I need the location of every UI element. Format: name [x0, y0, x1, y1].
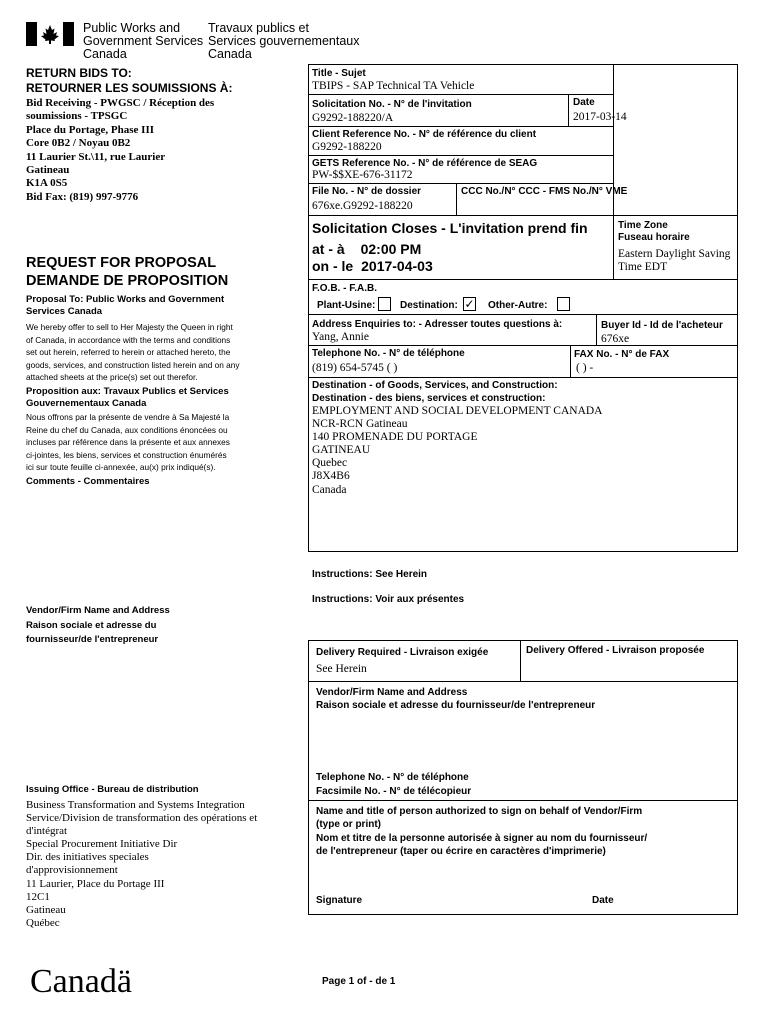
delivery-required-label: Delivery Required - Livraison exigée [316, 647, 489, 658]
auth-label-line: de l'entrepreneur (taper ou écrire en caractères d'imprimerie) [316, 846, 606, 858]
fob-label: F.O.B. - F.A.B. [312, 283, 377, 294]
issuing-office-line: Business Transformation and Systems Integration [26, 799, 245, 811]
destination-address-line: Canada [312, 483, 347, 496]
proposal-to-heading-line: Services Canada [26, 306, 103, 317]
issuing-office-line: 11 Laurier, Place du Portage III [26, 877, 165, 890]
vendor-firm-label [316, 686, 595, 712]
rfp-title [26, 254, 228, 290]
destination-goods-label [312, 380, 558, 405]
department-name-en [83, 22, 203, 61]
solicitation-no-value: G9292-188220/A [312, 112, 394, 124]
address-enquiries-value: Yang, Annie [312, 331, 369, 343]
divider [308, 800, 738, 801]
title-label: Title - Sujet [312, 68, 366, 79]
divider [520, 640, 521, 681]
destination-address [312, 405, 603, 497]
proposition-body-line: incluses par référence dans la présente et aux annexes [26, 437, 230, 447]
tz-value-line: Time EDT [618, 261, 668, 273]
address-line: Bid Receiving - PWGSC / Réception des [26, 97, 215, 109]
proposition-body-line: Reine du chef du Canada, aux conditions énoncées ou [26, 424, 228, 435]
divider [308, 215, 738, 216]
rfp-title-fr: DEMANDE DE PROPOSITION [26, 273, 229, 289]
vendor-fax-label: Facsimile No. - N° de télécopieur [316, 786, 472, 797]
solicitation-closes-title: Solicitation Closes - L'invitation prend fin [312, 220, 588, 236]
proposal-body-line: We hereby offer to sell to Her Majesty the Queen in right [26, 322, 233, 332]
address-enquiries-label: Address Enquiries to: - Adresser toutes questions à: [312, 319, 563, 330]
plant-label: Plant-Usine: [317, 300, 376, 311]
telephone-label: Telephone No. - N° de téléphone [312, 348, 465, 359]
issuing-office-line: Dir. des initiatives speciales [26, 851, 149, 864]
client-reference-label: Client Reference No. - N° de référence du client [312, 129, 537, 140]
tz-label-line: Fuseau horaire [618, 232, 690, 243]
divider [308, 314, 738, 315]
return-bids-title-fr: RETOURNER LES SOUMISSIONS À: [26, 81, 233, 95]
gets-reference-label: GETS Reference No. - N° de référence de SEAG [312, 158, 538, 169]
proposal-body-line: attached sheets at the price(s) set out therefor. [26, 372, 198, 382]
issuing-office-line: d'intégrat [26, 825, 68, 838]
divider [596, 314, 597, 345]
file-no-label: File No. - N° de dossier [312, 186, 422, 197]
destination-checkbox[interactable] [463, 297, 476, 311]
issuing-office-address [26, 799, 257, 930]
file-no-value: 676xe.G9292-188220 [312, 200, 413, 212]
proposition-aux-heading [26, 386, 229, 410]
department-name-fr [208, 22, 359, 61]
page-number: Page 1 of - de 1 [322, 976, 396, 987]
issuing-office-line: 12C1 [26, 890, 50, 903]
instructions-fr: Instructions: Voir aux présentes [312, 594, 465, 605]
return-bids-title-en: RETURN BIDS TO: [26, 66, 132, 80]
proposition-heading-line: Proposition aux: Travaux Publics et Services [26, 386, 229, 397]
fax-value: ( ) - [576, 362, 594, 374]
auth-label-line: Name and title of person authorized to sign on behalf of Vendor/Firm [316, 806, 643, 817]
vendor-left-line: fournisseur/de l'entrepreneur [26, 634, 159, 645]
address-line: Gatineau [26, 164, 70, 177]
divider [308, 279, 738, 280]
vendor-label-line: Vendor/Firm Name and Address [316, 687, 468, 698]
destination-address-line: NCR-RCN Gatineau [312, 418, 408, 431]
destination-address-line: Quebec [312, 457, 348, 470]
vendor-left-line: Raison sociale et adresse du [26, 619, 157, 631]
date-value: 2017-03-14 [573, 111, 627, 123]
destination-address-line: EMPLOYMENT AND SOCIAL DEVELOPMENT CANADA [312, 405, 603, 417]
dept-fr-line: Travaux publics et [208, 21, 309, 35]
issuing-office-line: Special Procurement Initiative Dir [26, 838, 178, 851]
closing-time [312, 241, 421, 257]
client-reference-value: G9292-188220 [312, 141, 382, 153]
return-bids-address [26, 97, 214, 204]
divider [308, 345, 738, 346]
proposal-to-heading-line: Proposal To: Public Works and Government [26, 294, 225, 305]
proposal-to-body [26, 321, 288, 384]
proposal-body-line: goods, services, and construction listed herein and on any [26, 359, 240, 370]
signature-date-label: Date [592, 895, 614, 906]
issuing-office-label: Issuing Office - Bureau de distribution [26, 784, 199, 795]
address-line: Bid Fax: (819) 997-9776 [26, 190, 139, 203]
auth-label-line: Nom et titre de la personne autorisée à signer au nom du fournisseur/ [316, 832, 648, 844]
telephone-value: (819) 654-5745 ( ) [312, 362, 398, 374]
vendor-firm-left-label [26, 604, 170, 648]
solicitation-no-label: Solicitation No. - N° de l'invitation [312, 99, 472, 110]
issuing-office-line: Service/Division de transformation des opérations et [26, 812, 258, 825]
signature-label: Signature [316, 895, 363, 906]
divider [568, 94, 569, 126]
vendor-label-line: Raison sociale et adresse du fournisseur/de l'entrepreneur [316, 700, 596, 711]
proposition-body-line: ici sur toute feuille ci-annexée, au(x) prix indiqué(s). [26, 462, 216, 472]
vendor-left-line: Vendor/Firm Name and Address [26, 605, 170, 616]
fax-label: FAX No. - N° de FAX [574, 349, 670, 360]
address-line: Place du Portage, Phase III [26, 123, 155, 136]
divider [308, 681, 738, 682]
plant-checkbox[interactable] [378, 297, 391, 311]
closing-time-value: 02:00 PM [360, 241, 422, 257]
destination-address-line: J8X4B6 [312, 470, 350, 483]
issuing-office-line: d'approvisionnement [26, 864, 118, 877]
divider [308, 183, 613, 184]
proposal-body-line: set out herein, referred to herein or attached hereto, the [26, 347, 231, 357]
proposition-body-line: ci-jointes, les biens, services et construction énumérés [26, 449, 227, 460]
destination-address-line: GATINEAU [312, 444, 371, 457]
other-label: Other-Autre: [488, 300, 548, 311]
return-bids-title [26, 66, 232, 96]
date-label: Date [573, 97, 595, 108]
dept-en-line: Canada [83, 47, 127, 61]
time-zone-label [618, 220, 690, 244]
destination-label: Destination: [400, 300, 458, 311]
title-value: TBIPS - SAP Technical TA Vehicle [312, 80, 475, 92]
divider [456, 183, 457, 215]
divider [613, 215, 614, 279]
dept-en-line: Government Services [83, 34, 204, 48]
on-label: on - le [312, 258, 354, 274]
divider [308, 377, 738, 378]
issuing-office-line: Gatineau [26, 903, 66, 916]
delivery-offered-label: Delivery Offered - Livraison proposée [526, 645, 705, 656]
proposal-body-line: of Canada, in accordance with the terms and conditions [26, 334, 231, 345]
destination-label-line: Destination - of Goods, Services, and Construction: [312, 380, 558, 391]
proposition-aux-body [26, 411, 288, 474]
checkmark-icon: ✓ [464, 297, 475, 311]
canada-flag-logo [26, 22, 74, 46]
dept-en-line: Public Works and [83, 21, 181, 35]
buyer-id-value: 676xe [601, 333, 630, 345]
proposal-to-heading [26, 294, 224, 318]
address-line: Core 0B2 / Noyau 0B2 [26, 137, 131, 150]
rfp-title-en: REQUEST FOR PROPOSAL [26, 255, 217, 271]
delivery-required-value: See Herein [316, 663, 367, 675]
vendor-telephone-label: Telephone No. - N° de téléphone [316, 772, 469, 783]
issuing-office-line: Québec [26, 916, 60, 929]
proposition-body-line: Nous offrons par la présente de vendre à Sa Majesté la [26, 412, 230, 422]
address-line: K1A 0S5 [26, 177, 68, 190]
divider [570, 345, 571, 377]
other-checkbox[interactable] [557, 297, 570, 311]
time-zone-value [618, 248, 730, 274]
dept-fr-line: Canada [208, 47, 252, 61]
canada-wordmark: Canadä [30, 963, 132, 1000]
instructions-en: Instructions: See Herein [312, 569, 428, 580]
destination-label-line: Destination - des biens, services et construction: [312, 392, 546, 404]
divider [308, 126, 613, 127]
at-label: at - à [312, 241, 345, 257]
tz-value-line: Eastern Daylight Saving [618, 248, 731, 260]
address-line: 11 Laurier St.\11, rue Laurier [26, 150, 166, 163]
comments-label: Comments - Commentaires [26, 476, 150, 487]
destination-address-line: 140 PROMENADE DU PORTAGE [312, 431, 478, 444]
authorized-person-label [316, 805, 647, 859]
closing-date-value: 2017-04-03 [361, 258, 433, 274]
ccc-no-label: CCC No./N° CCC - FMS No./N° VME [461, 186, 628, 197]
address-line: soumissions - TPSGC [26, 110, 128, 123]
auth-label-line: (type or print) [316, 819, 381, 831]
proposition-heading-line: Gouvernementaux Canada [26, 398, 147, 409]
closing-date [312, 258, 433, 274]
dept-fr-line: Services gouvernementaux [208, 34, 360, 48]
gets-reference-value: PW-$$XE-676-31172 [312, 169, 413, 181]
tz-label-line: Time Zone [618, 220, 668, 231]
buyer-id-label: Buyer Id - Id de l'acheteur [601, 320, 723, 331]
divider [308, 155, 613, 156]
